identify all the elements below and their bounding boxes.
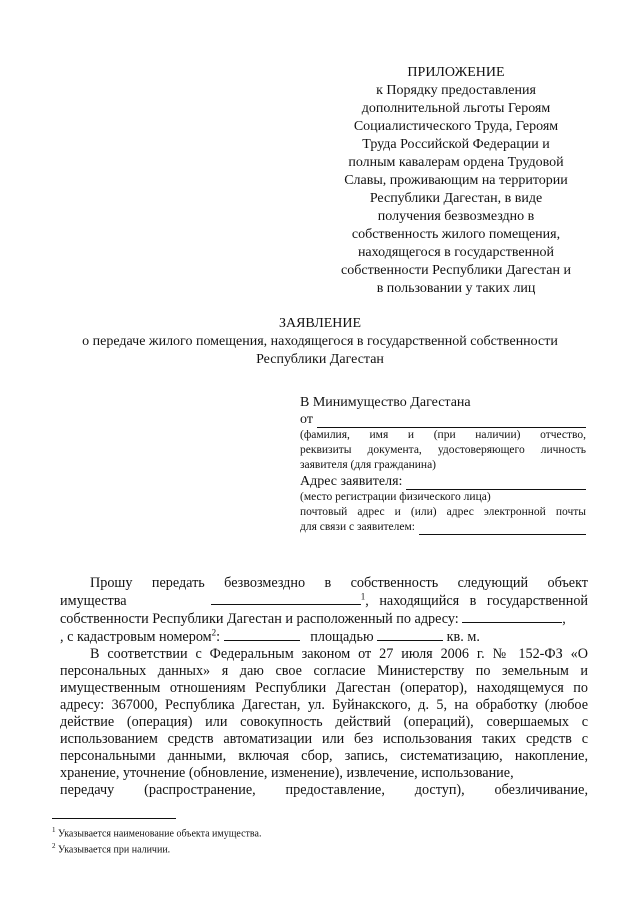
footnote-ref: 1 [360, 591, 366, 602]
postal-blank-line[interactable] [419, 522, 586, 535]
property-blank-line[interactable] [211, 592, 361, 605]
postal-hint: почтовый адрес и (или) адрес электронной почты [300, 506, 586, 518]
from-blank-line[interactable] [317, 415, 586, 428]
footnote-mark: 2 [52, 842, 56, 851]
appendix-line: к Порядку предоставления [376, 83, 536, 98]
footnote-text: Указывается наименование объекта имущества. [58, 828, 262, 840]
heading-subtitle-line: Республики Дагестан [256, 352, 384, 367]
footnotes [52, 824, 592, 857]
appendix-line: в пользовании у таких лиц [376, 281, 536, 296]
cadastral-blank-line[interactable] [224, 628, 300, 641]
request-text: : [216, 629, 221, 645]
address-blank-line[interactable] [406, 477, 586, 490]
footnote [52, 824, 592, 840]
area-blank-line[interactable] [377, 628, 443, 641]
appendix-line: полным кавалерам ордена Трудовой [348, 155, 564, 170]
appendix-line: находящегося в государственной [357, 245, 555, 260]
request-text: , находящийся в государственной [365, 593, 589, 609]
request-text: площадью [310, 629, 374, 645]
appendix-line: получения безвозмездно в [377, 209, 535, 224]
footnote-text: Указывается при наличии. [58, 844, 171, 856]
request-line-4 [60, 628, 588, 646]
footnote-divider [52, 818, 176, 819]
from-row [300, 411, 586, 428]
request-text: кв. м. [446, 629, 480, 645]
appendix-line: собственность жилого помещения, [351, 227, 561, 242]
request-text: , [562, 611, 566, 627]
address-blank-line[interactable] [462, 610, 562, 623]
footnote-ref: 2 [211, 627, 217, 638]
request-line-3 [60, 610, 588, 628]
request-text: имущества [60, 593, 127, 609]
address-label: Адрес заявителя: [300, 474, 403, 489]
address-row [300, 473, 586, 490]
address-hint: (место регистрации физического лица) [300, 491, 491, 503]
document-heading [30, 315, 610, 369]
from-hint: (фамилия, имя и (при наличии) отчество, [300, 429, 586, 441]
addressee-block [300, 394, 586, 535]
appendix-line: Труда Российской Федерации и [362, 137, 550, 152]
request-line: Прошу передать безвозмездно в собственность следующий объект [90, 575, 588, 591]
footnote-mark: 1 [52, 826, 56, 834]
postal-row [300, 520, 586, 535]
request-text: собственности Республики Дагестан и расположенный по адресу: [60, 611, 459, 627]
postal-label: для связи с заявителем: [300, 521, 415, 533]
consent-paragraph: В соответствии с Федеральным законом от 27 июля 2006 г. № 152-ФЗ «О персональных данных» я даю свое согласие Министерству по земельным и имущественным отношениям Республики Дагестан (оператор), находящемуся по адресу: 367000, Республика Дагестан, ул. Буйнакского, д. 5, на обработку (любое действие (операция) или совокупность действий (операций), совершаемых с использованием средств автоматизации или без использования таких средств с персональными данными, включая сбор, запись, систематизацию, накопление, хранение, уточнение (обновление, изменение), извлечение, использование, [60, 646, 588, 781]
consent-paragraph-last-line: передачу (распространение, предоставление, доступ), обезличивание, [60, 782, 588, 798]
request-line-2 [60, 592, 588, 610]
appendix-line: Славы, проживающим на территории [344, 173, 568, 188]
heading-subtitle-line: о передаче жилого помещения, находящегося в государственной собственности [82, 334, 558, 349]
appendix-line: дополнительной льготы Героям [361, 101, 551, 116]
document-body [60, 575, 588, 799]
footnote [52, 840, 592, 856]
addressee-to: В Минимущество Дагестана [300, 395, 471, 410]
appendix-line: Республики Дагестан, в виде [369, 191, 543, 206]
appendix-title: ПРИЛОЖЕНИЕ [407, 65, 505, 80]
appendix-line: собственности Республики Дагестан и [341, 263, 571, 278]
from-hint: реквизиты документа, удостоверяющего личность [300, 444, 586, 456]
request-text: , с кадастровым номером [60, 629, 212, 645]
appendix-line: Социалистического Труда, Героям [353, 119, 559, 134]
from-label: от [300, 412, 313, 427]
from-hint: заявителя (для гражданина) [300, 459, 437, 471]
heading-title: ЗАЯВЛЕНИЕ [278, 316, 362, 331]
appendix-block [318, 64, 594, 298]
